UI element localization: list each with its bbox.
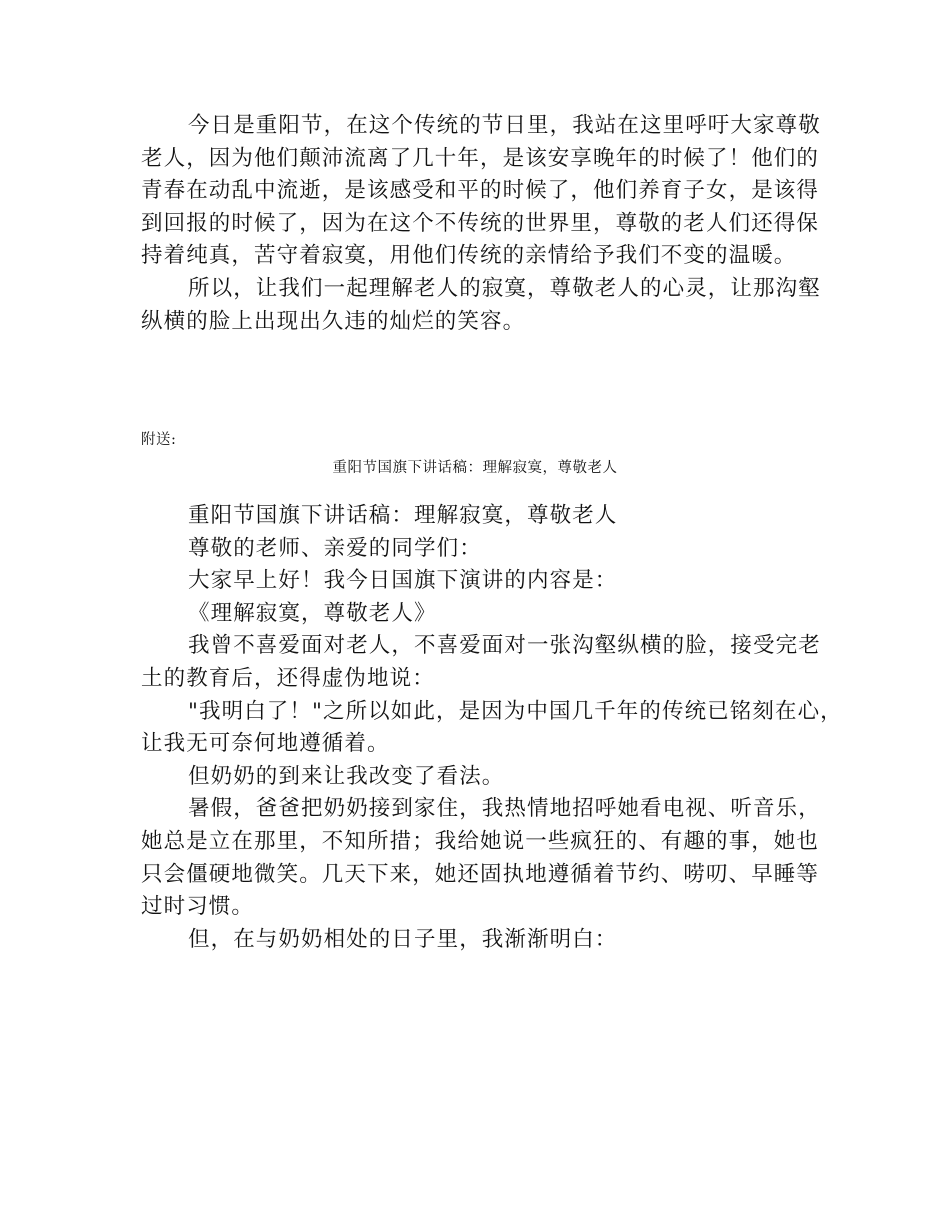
paragraph-dislike-elders [141, 630, 821, 695]
text-line: 青春在动乱中流逝，是该感受和平的时候了，他们养育子女，是该得 [141, 178, 820, 204]
text-line: 老人，因为他们颠沛流离了几十年，是该安享晚年的时候了！他们的 [141, 145, 820, 171]
appendix-label: 附送: [141, 432, 177, 448]
text-line: 但奶奶的到来让我改变了看法。 [188, 763, 505, 789]
section-speech [141, 500, 843, 956]
text-line: 重阳节国旗下讲话稿：理解寂寞，尊敬老人 [188, 503, 618, 528]
text-line: 暑假，爸爸把奶奶接到家住，我热情地招呼她看电视、听音乐， [188, 796, 821, 822]
paragraph-topic [141, 598, 811, 631]
paragraph-grandma-arrival [141, 761, 811, 794]
paragraph-respect-elders [141, 110, 821, 273]
text-line: 她总是立在那里，不知所措；我给她说一些疯狂的、有趣的事，她也 [141, 828, 820, 854]
paragraph-speech-title [141, 500, 811, 533]
appendix-title: 重阳节国旗下讲话稿：理解寂寞，尊敬老人 [332, 460, 618, 476]
text-line: 到回报的时候了，因为在这个不传统的世界里，尊敬的老人们还得保 [141, 210, 820, 236]
text-line: 大家早上好！我今日国旗下演讲的内容是： [188, 568, 618, 594]
text-line: 尊敬的老师、亲爱的同学们： [188, 535, 482, 561]
text-line: 《理解寂寞，尊敬老人》 [188, 600, 437, 626]
paragraph-good-morning [141, 565, 811, 598]
text-line: 持着纯真，苦守着寂寞，用他们传统的亲情给予我们不变的温暖。 [141, 243, 797, 269]
text-line: 纵横的脸上出现出久违的灿烂的笑容。 [141, 308, 526, 334]
text-line: 让我无可奈何地遵循着。 [141, 731, 390, 757]
paragraph-understand-loneliness [141, 273, 821, 338]
paragraph-summer-vacation [141, 793, 821, 923]
text-line: 土的教育后，还得虚伪地说： [141, 665, 435, 691]
text-line: "我明白了！"之所以如此，是因为中国几千年的传统已铭刻在心， [188, 698, 843, 724]
text-line: 过时习惯。 [141, 894, 255, 920]
text-line: 今日是重阳节，在这个传统的节日里，我站在这里呼吁大家尊敬 [188, 113, 821, 138]
section-intro [141, 110, 821, 338]
text-line: 我曾不喜爱面对老人，不喜爱面对一张沟壑纵横的脸，接受完老 [188, 633, 821, 659]
paragraph-tradition [141, 696, 843, 761]
text-line: 只会僵硬地微笑。几天下来，她还固执地遵循着节约、唠叨、早睡等 [141, 861, 820, 887]
text-line: 所以，让我们一起理解老人的寂寞，尊敬老人的心灵，让那沟壑 [188, 275, 821, 301]
text-line: 但，在与奶奶相处的日子里，我渐渐明白： [188, 926, 618, 952]
paragraph-greeting [141, 533, 811, 566]
paragraph-realization [141, 924, 811, 957]
